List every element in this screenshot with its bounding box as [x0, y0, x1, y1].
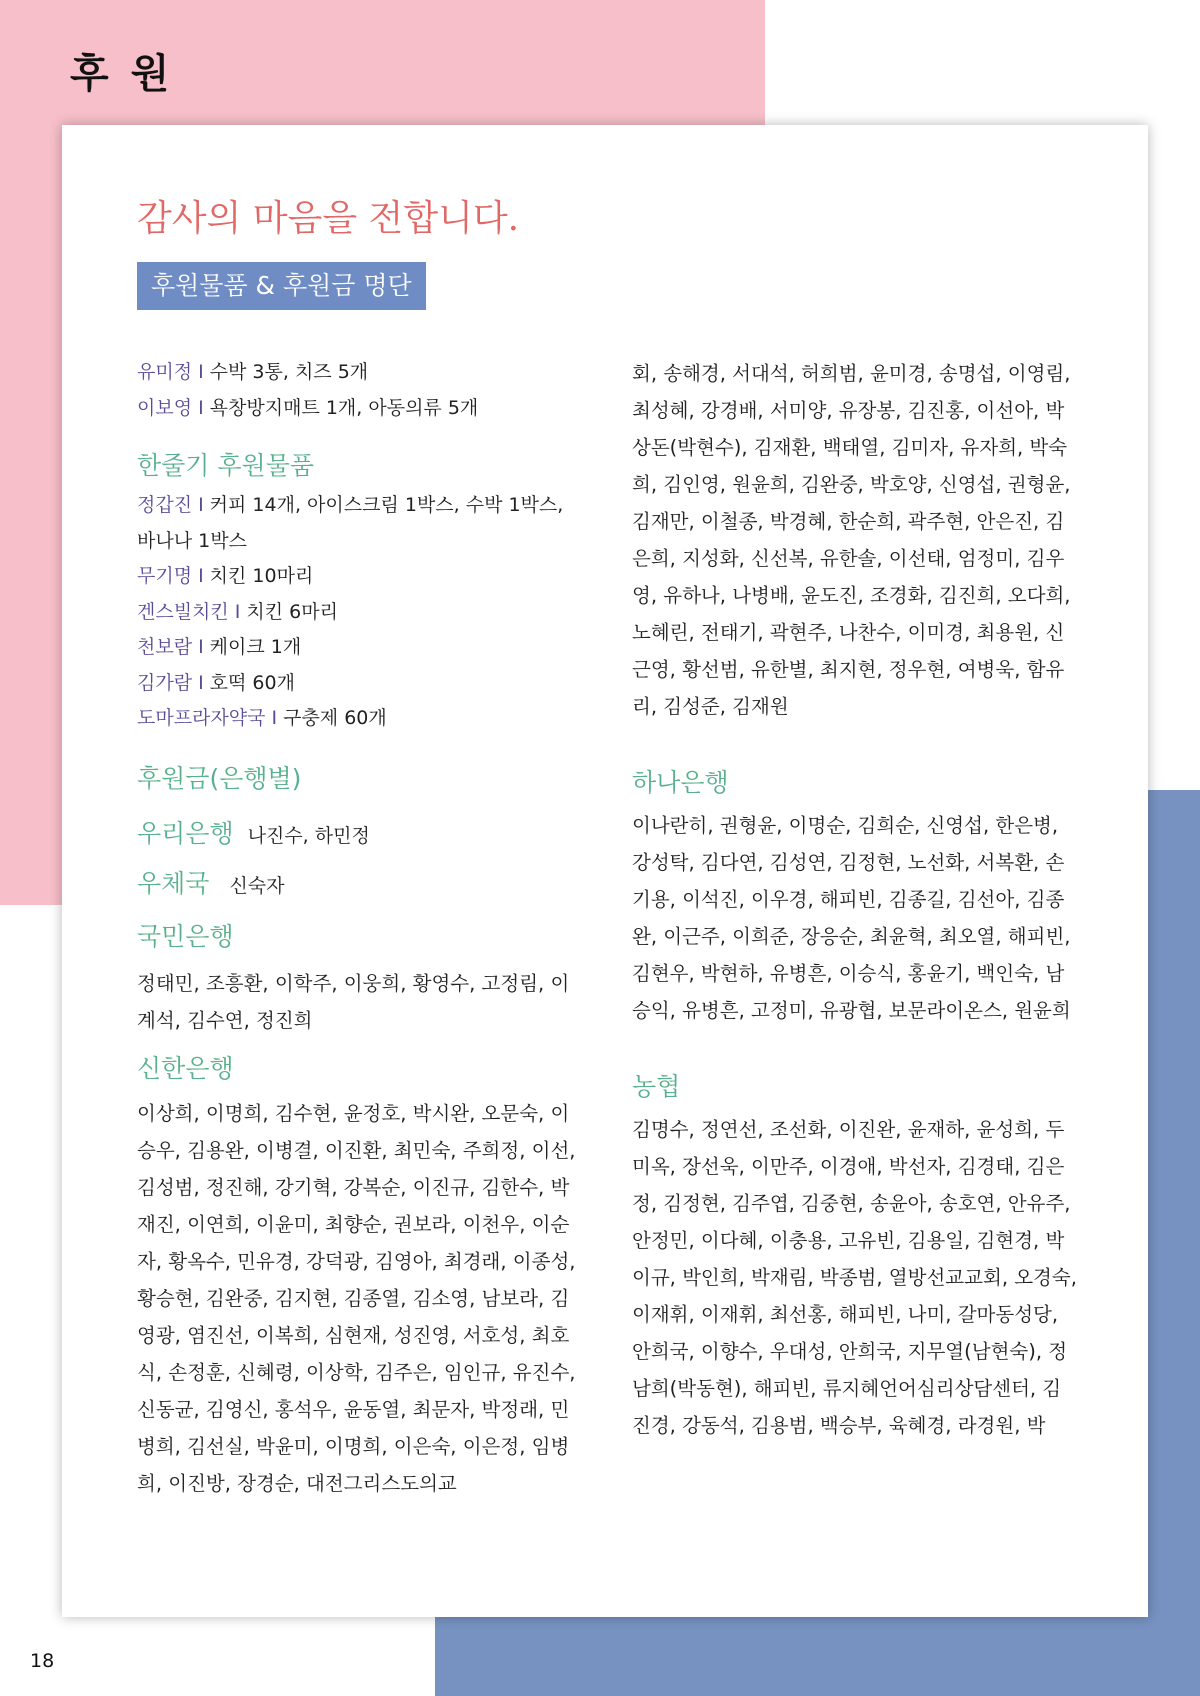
- hanjulgi-heading: 한줄기 후원물품: [137, 451, 314, 480]
- donation-item-row: [137, 595, 577, 631]
- donor-name: 이보영: [137, 396, 193, 419]
- donation-item: 치킨 6마리: [246, 600, 338, 623]
- donation-item: 욕창방지매트 1개, 아동의류 5개: [209, 396, 479, 419]
- donor-name: 무기명: [137, 565, 193, 587]
- donation-item-row: [137, 630, 577, 666]
- separator: I: [198, 636, 204, 658]
- donation-item: 호떡 60개: [209, 671, 295, 694]
- separator: I: [198, 671, 204, 694]
- donor-name: 유미정: [137, 361, 193, 383]
- donation-item: 수박 3통, 치즈 5개: [209, 361, 369, 383]
- separator: I: [198, 565, 204, 587]
- bank-post-donors: 신숙자: [229, 874, 285, 897]
- bank-name-post: 우체국: [137, 868, 210, 898]
- shinhan-heading: 신한은행: [137, 1053, 234, 1083]
- fund-heading: 후원금(은행별): [137, 763, 302, 793]
- shinhan-donors-text: 이상희, 이명희, 김수현, 윤정호, 박시완, 오문숙, 이승우, 김용완, 이병결, 이진환, 최민숙, 주희정, 이선, 김성범, 정진해, 강기혁, 강복순, 이진규, 김한수, 박재진, 이연희, 이윤미, 최향순, 권보라, 이천우, 이순자, 황옥수, 민유경, 강덕광, 김영아, 최경래, 이종성, 황승현, 김완중, 김지현, 김종열, 김소영, 남보라, 김영광, 염진선, 이복희, 심현재, 성진영, 서호성, 최호식, 손정훈, 신혜령, 이상학, 김주은, 임인규, 유진수, 신동균, 김영신, 홍석우, 윤동열, 최문자, 박정래, 민병희, 김선실, 박윤미, 이명희, 이은숙, 이은정, 임병희, 이진방, 장경순, 대전그리스도의교: [137, 1101, 576, 1495]
- donor-name: 겐스빌치킨: [137, 600, 229, 623]
- donation-item-row: [137, 666, 577, 702]
- donation-item: 케이크 1개: [209, 636, 302, 658]
- separator: I: [271, 707, 278, 729]
- bank-woori-donors: 나진수, 하민정: [247, 824, 370, 847]
- hana-donors-text: 이나란히, 권형윤, 이명순, 김희순, 신영섭, 한은병, 강성탁, 김다연, 김성연, 김정현, 노선화, 서복환, 손기용, 이석진, 이우경, 해피빈, 김종길, 김선아, 김종완, 이근주, 이희준, 장응순, 최윤혁, 최오열, 해피빈, 김현우, 박현하, 유병흔, 이승식, 홍윤기, 백인숙, 남승익, 유병흔, 고정미, 유광협, 보문라이온스, 원윤희: [632, 814, 1071, 1022]
- donation-item-row: [137, 391, 577, 427]
- donor-name: 정갑진: [137, 494, 193, 516]
- donation-item-row: [137, 355, 577, 391]
- card-subtitle-banner: 후원물품 & 후원금 명단: [137, 262, 426, 310]
- bank-woori-row: [137, 819, 577, 851]
- donor-name: 도마프라자약국: [137, 707, 266, 729]
- bank-post-row: [137, 869, 577, 901]
- left-column: [137, 355, 577, 1502]
- donation-item: 커피 14개, 아이스크림 1박스, 수박 1박스, 바나나 1박스: [137, 494, 564, 552]
- kookmin-donors-text: 정태민, 조흥환, 이학주, 이웅희, 황영수, 고정림, 이계석, 김수연, 정진희: [137, 971, 570, 1032]
- donor-name: 김가람: [137, 671, 193, 694]
- donor-name: 천보람: [137, 636, 193, 658]
- donation-item-row: [137, 488, 577, 559]
- page-number: 18: [30, 1650, 55, 1672]
- kookmin-heading: 국민은행: [137, 921, 234, 951]
- donor-list-card: [62, 125, 1148, 1617]
- donation-item-row: [137, 701, 577, 737]
- separator: I: [198, 361, 204, 383]
- donation-item: 치킨 10마리: [209, 565, 314, 587]
- donation-item-row: [137, 559, 577, 595]
- card-title: 감사의 마음을 전합니다.: [137, 198, 520, 239]
- nh-heading: 농협: [632, 1072, 681, 1101]
- shinhan-donors-continued: 회, 송해경, 서대석, 허희범, 윤미경, 송명섭, 이영림, 최성혜, 강경배, 서미양, 유장봉, 김진홍, 이선아, 박상돈(박현수), 김재환, 백태열, 김미자, 유자희, 박숙희, 김인영, 원윤희, 김완중, 박호양, 신영섭, 권형윤, 김재만, 이철종, 박경혜, 한순희, 곽주현, 안은진, 김은희, 지성화, 신선복, 유한솔, 이선태, 엄정미, 김우영, 유하나, 나병배, 윤도진, 조경화, 김진희, 오다희, 노혜린, 전태기, 곽현주, 나찬수, 이미경, 최용원, 신근영, 황선범, 유한별, 최지현, 정우현, 여병욱, 함유리, 김성준, 김재원: [632, 362, 1071, 718]
- separator: I: [198, 494, 204, 516]
- donation-item: 구충제 60개: [283, 707, 387, 729]
- separator: I: [234, 600, 241, 623]
- bank-name-woori: 우리은행: [137, 818, 234, 848]
- section-heading: 후 원: [70, 51, 174, 97]
- separator: I: [198, 396, 204, 419]
- hana-heading: 하나은행: [632, 768, 729, 797]
- nh-donors-text: 김명수, 정연선, 조선화, 이진완, 윤재하, 윤성희, 두미옥, 장선욱, 이만주, 이경애, 박선자, 김경태, 김은정, 김정현, 김주엽, 김중현, 송윤아, 송호연, 안유주, 안정민, 이다혜, 이충용, 고유빈, 김용일, 김현경, 박이규, 박인희, 박재림, 박종범, 열방선교교회, 오경숙, 이재휘, 이재휘, 최선홍, 해피빈, 나미, 갈마동성당, 안희국, 이향수, 우대성, 안희국, 지무열(남현숙), 정남희(박동현), 해피빈, 류지혜언어심리상담센터, 김진경, 강동석, 김용범, 백승부, 육혜경, 라경원, 박: [632, 1118, 1077, 1437]
- right-column: [632, 355, 1077, 1444]
